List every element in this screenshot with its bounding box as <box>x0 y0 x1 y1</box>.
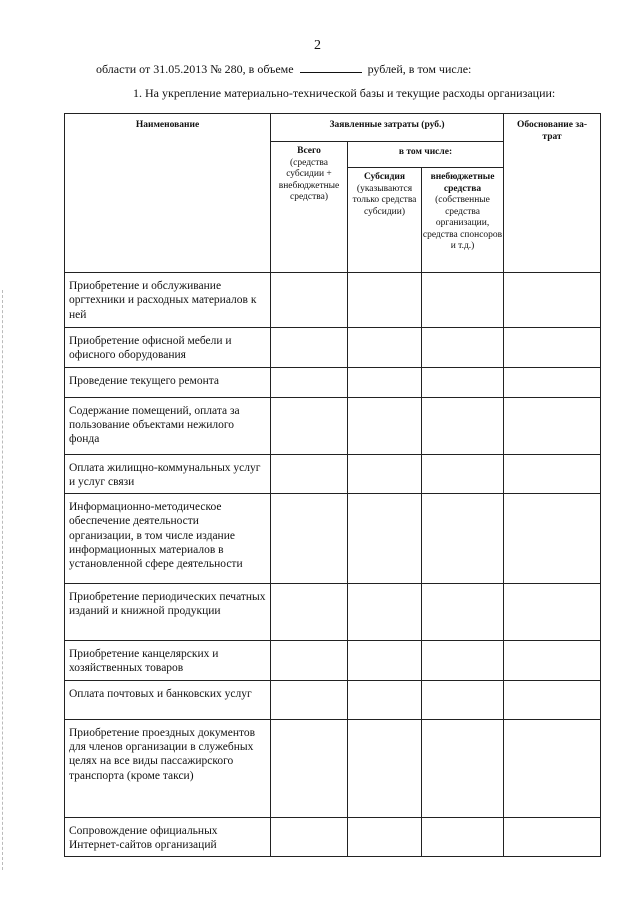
cell-justification[interactable] <box>504 454 601 494</box>
header-name-label: Наименование <box>135 120 200 130</box>
cell-extra[interactable] <box>422 328 504 368</box>
cell-subsidy[interactable] <box>348 454 422 494</box>
cell-total[interactable] <box>271 584 348 641</box>
row-label: Приобретение периодических печатных изданий и книжной продукции <box>65 584 271 641</box>
cell-justification[interactable] <box>504 397 601 454</box>
table-row <box>65 817 601 857</box>
cell-extra[interactable] <box>422 273 504 328</box>
header-declared-label: Заявленные затраты (руб.) <box>329 120 445 130</box>
row-label: Информационно-методическое обеспечение деятельности организации, в том числе издание информационных материалов в установленной сфере деятельности <box>65 494 271 584</box>
cell-justification[interactable] <box>504 817 601 857</box>
cell-justification[interactable] <box>504 494 601 584</box>
row-label: Приобретение проездных документов для членов организации в служебных целях на все виды пассажирского транспорта (кроме такси) <box>65 719 271 817</box>
expense-table <box>64 113 601 857</box>
header-subsidy-note: (указываются только средства субсидии) <box>352 183 417 217</box>
cell-subsidy[interactable] <box>348 719 422 817</box>
row-label: Оплата жилищно-коммунальных услуг и услуг связи <box>65 454 271 494</box>
cell-total[interactable] <box>271 494 348 584</box>
table-row <box>65 367 601 397</box>
page-number: 2 <box>314 38 321 53</box>
table-row <box>65 641 601 681</box>
table-row <box>65 680 601 719</box>
section-heading: 1. На укрепление материально-технической базы и текущие расходы организации: <box>133 86 556 100</box>
cell-justification[interactable] <box>504 328 601 368</box>
intro-line <box>96 62 471 77</box>
cell-total[interactable] <box>271 367 348 397</box>
header-declared-costs <box>271 114 504 142</box>
header-total-title: Всего <box>297 146 321 156</box>
cell-subsidy[interactable] <box>348 817 422 857</box>
cell-subsidy[interactable] <box>348 367 422 397</box>
table-row <box>65 273 601 328</box>
cell-extra[interactable] <box>422 367 504 397</box>
header-subsidy <box>348 168 422 273</box>
amount-blank-field <box>300 62 362 73</box>
row-label: Приобретение офисной мебели и офисного оборудования <box>65 328 271 368</box>
intro-text-after: рублей, в том числе: <box>367 62 472 76</box>
header-total <box>271 142 348 273</box>
cell-extra[interactable] <box>422 817 504 857</box>
cell-total[interactable] <box>271 719 348 817</box>
cell-extra[interactable] <box>422 454 504 494</box>
cell-total[interactable] <box>271 680 348 719</box>
header-including-label: в том числе: <box>398 147 453 157</box>
table-row <box>65 584 601 641</box>
cell-justification[interactable] <box>504 641 601 681</box>
cell-total[interactable] <box>271 397 348 454</box>
cell-subsidy[interactable] <box>348 273 422 328</box>
row-label: Содержание помещений, оплата за пользование объектами нежилого фонда <box>65 397 271 454</box>
table-row <box>65 719 601 817</box>
cell-justification[interactable] <box>504 584 601 641</box>
header-subsidy-title: Субсидия <box>363 172 406 182</box>
cell-subsidy[interactable] <box>348 494 422 584</box>
intro-text-before: области от 31.05.2013 № 280, в объеме <box>96 62 294 76</box>
header-total-note: (средства субсидии + внебюджетные средства) <box>278 157 340 202</box>
cell-total[interactable] <box>271 817 348 857</box>
cell-justification[interactable] <box>504 273 601 328</box>
header-extra-budget <box>422 168 504 273</box>
cell-subsidy[interactable] <box>348 397 422 454</box>
scan-edge-marks <box>2 290 5 870</box>
cell-total[interactable] <box>271 641 348 681</box>
header-justification-label: Обоснование за-трат <box>516 120 588 142</box>
row-label: Сопровождение официальных Интернет-сайтов организаций <box>65 817 271 857</box>
table-row <box>65 494 601 584</box>
table-row <box>65 454 601 494</box>
cell-subsidy[interactable] <box>348 584 422 641</box>
cell-subsidy[interactable] <box>348 641 422 681</box>
cell-justification[interactable] <box>504 680 601 719</box>
cell-extra[interactable] <box>422 584 504 641</box>
cell-total[interactable] <box>271 273 348 328</box>
cell-extra[interactable] <box>422 494 504 584</box>
cell-extra[interactable] <box>422 719 504 817</box>
cell-extra[interactable] <box>422 397 504 454</box>
header-extra-note: (собственные средства организации, средства спонсоров и т.д.) <box>422 195 503 251</box>
cell-subsidy[interactable] <box>348 680 422 719</box>
header-justification <box>504 114 601 273</box>
cell-extra[interactable] <box>422 680 504 719</box>
cell-justification[interactable] <box>504 367 601 397</box>
row-label: Оплата почтовых и банковских услуг <box>65 680 271 719</box>
cell-total[interactable] <box>271 454 348 494</box>
cell-justification[interactable] <box>504 719 601 817</box>
table-row <box>65 328 601 368</box>
cell-extra[interactable] <box>422 641 504 681</box>
row-label: Приобретение и обслуживание оргтехники и расходных материалов к ней <box>65 273 271 328</box>
row-label: Проведение текущего ремонта <box>65 367 271 397</box>
cell-subsidy[interactable] <box>348 328 422 368</box>
header-name <box>65 114 271 273</box>
cell-total[interactable] <box>271 328 348 368</box>
table-row <box>65 397 601 454</box>
header-extra-title: внебюджетные средства <box>430 172 495 194</box>
row-label: Приобретение канцелярских и хозяйственных товаров <box>65 641 271 681</box>
header-including <box>348 142 504 168</box>
